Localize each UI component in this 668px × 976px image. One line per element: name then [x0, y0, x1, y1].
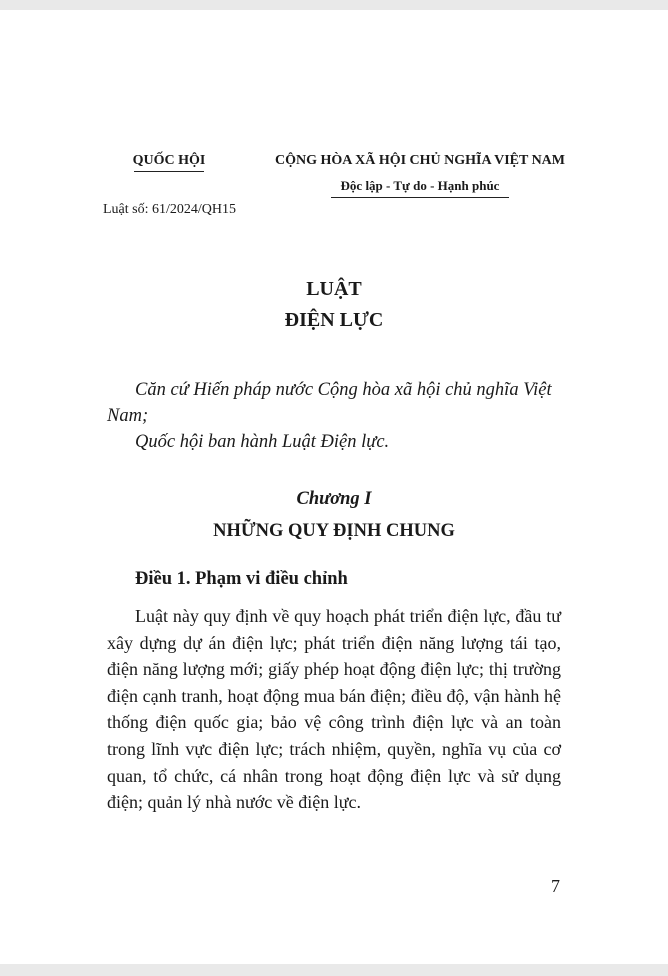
article-body: Luật này quy định về quy hoạch phát triển điện lực, đầu tư xây dựng dự án điện lực; phát triển điện năng lượng tái tạo, điện năng lượng mới; giấy phép hoạt động điện lực; thị trường điện cạnh tranh, hoạt động mua bán điện; điều độ, vận hành hệ thống điện quốc gia; bảo vệ công trình điện lực và an toàn trong lĩnh vực điện lực; trách nhiệm, quyền, nghĩa vụ của cơ quan, tổ chức, cá nhân trong hoạt động điện lực và sử dụng điện; quản lý nhà nước về điện lực. — [107, 606, 561, 813]
legal-basis-line: Căn cứ Hiến pháp nước Cộng hòa xã hội chủ nghĩa Việt Nam; — [107, 380, 552, 426]
chapter-title: NHỮNG QUY ĐỊNH CHUNG — [213, 521, 455, 541]
national-motto: Độc lập - Tự do - Hạnh phúc — [340, 178, 500, 193]
legal-basis-line: Quốc hội ban hành Luật Điện lực. — [135, 432, 390, 452]
document-page — [0, 10, 668, 964]
nation-name: CỘNG HÒA XÃ HỘI CHỦ NGHĨA VIỆT NAM — [274, 153, 565, 168]
document-title: ĐIỆN LỰC — [284, 309, 384, 331]
issuer-underline — [134, 171, 204, 172]
chapter-number: Chương I — [296, 489, 372, 509]
nation-block — [262, 153, 578, 198]
document-type: LUẬT — [306, 278, 362, 300]
article-heading: Điều 1. Phạm vi điều chỉnh — [135, 569, 348, 589]
motto-underline — [331, 197, 509, 198]
page-number: 7 — [551, 876, 560, 896]
issuer-block — [100, 153, 238, 172]
issuer-name: QUỐC HỘI — [132, 153, 206, 168]
legal-basis — [107, 377, 565, 455]
law-number: Luật số: 61/2024/QH15 — [103, 202, 236, 217]
